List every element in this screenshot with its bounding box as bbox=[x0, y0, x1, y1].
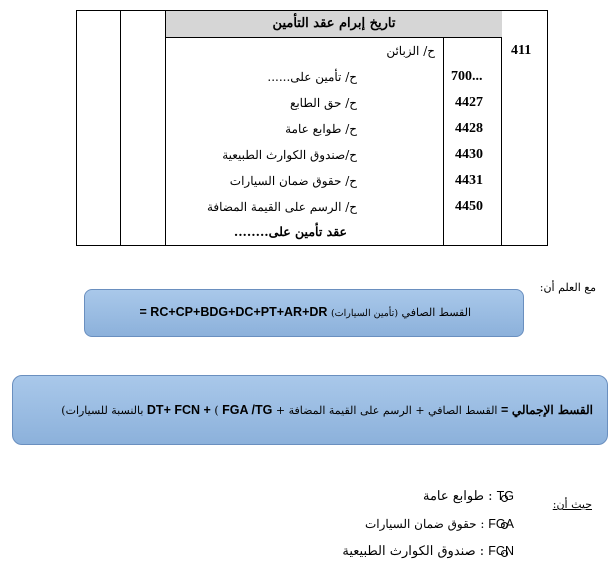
definitions-label: حيث أن: bbox=[552, 498, 592, 511]
plus-sign: + bbox=[203, 403, 211, 417]
definition-code: FGA bbox=[488, 517, 514, 531]
credit-account-label: ح/ تأمين على...... bbox=[267, 70, 357, 84]
table-divider bbox=[443, 11, 444, 245]
note-label: مع العلم أن: bbox=[539, 281, 596, 294]
equals-sign: = bbox=[139, 305, 147, 319]
colon: : bbox=[479, 544, 485, 559]
definition-meaning: طوابع عامة bbox=[422, 489, 484, 504]
total-premium-text: القسط الصافي + الرسم على القيمة المضافة + bbox=[275, 404, 498, 417]
equals-sign: = bbox=[501, 403, 509, 417]
table-divider bbox=[165, 11, 166, 245]
table-divider bbox=[120, 11, 121, 245]
definition-code: TG bbox=[496, 489, 514, 503]
total-premium-box bbox=[12, 375, 608, 445]
definition-row bbox=[365, 517, 514, 531]
credit-account-label: ح/ حقوق ضمان السيارات bbox=[229, 174, 357, 188]
credit-account-label: ح/ حق الطابع bbox=[289, 96, 357, 110]
net-premium-label: القسط الصافي bbox=[401, 306, 471, 319]
net-premium-box bbox=[84, 289, 524, 337]
definition-row bbox=[423, 489, 514, 504]
debit-account-label: ح/ الزبائن bbox=[386, 44, 435, 58]
credit-account-number: 4450 bbox=[455, 199, 483, 214]
definition-meaning: حقوق ضمان السيارات bbox=[364, 517, 477, 531]
credit-account-label: ح/صندوق الكوارث الطبيعية bbox=[222, 148, 357, 162]
definition-row bbox=[342, 544, 514, 559]
colon: : bbox=[480, 517, 485, 531]
total-premium-components: DT+ FCN bbox=[146, 403, 201, 417]
paren-text: بالنسبة للسيارات) bbox=[61, 404, 144, 417]
definition-code: FCN bbox=[488, 544, 514, 558]
debit-account-number: 411 bbox=[511, 43, 532, 58]
net-premium-sub: (تأمين السيارات) bbox=[330, 308, 399, 319]
credit-account-number: 700... bbox=[451, 69, 483, 84]
credit-account-number: 4431 bbox=[455, 173, 483, 188]
table-header: تاريخ إبرام عقد التأمين bbox=[166, 11, 502, 38]
colon: : bbox=[488, 489, 493, 504]
fga-tg-codes: FGA /TG bbox=[222, 403, 273, 417]
total-premium-label: القسط الإجمالي bbox=[511, 403, 593, 417]
journal-entry-table bbox=[76, 10, 548, 246]
credit-account-number: 4428 bbox=[455, 121, 483, 136]
table-divider bbox=[501, 11, 502, 245]
entry-description: عقد تأمين على........ bbox=[233, 224, 347, 239]
credit-account-label: ح/ الرسم على القيمة المضافة bbox=[206, 200, 357, 214]
credit-account-number: 4430 bbox=[455, 147, 483, 162]
net-premium-formula bbox=[139, 305, 471, 319]
definition-meaning: صندوق الكوارث الطبيعية bbox=[342, 544, 476, 559]
net-premium-components: RC+CP+BDG+DC+PT+AR+DR bbox=[150, 305, 328, 319]
total-premium-formula bbox=[61, 403, 593, 417]
paren-open: ( bbox=[214, 404, 219, 417]
credit-account-label: ح/ طوابع عامة bbox=[285, 122, 357, 136]
credit-account-number: 4427 bbox=[455, 95, 483, 110]
